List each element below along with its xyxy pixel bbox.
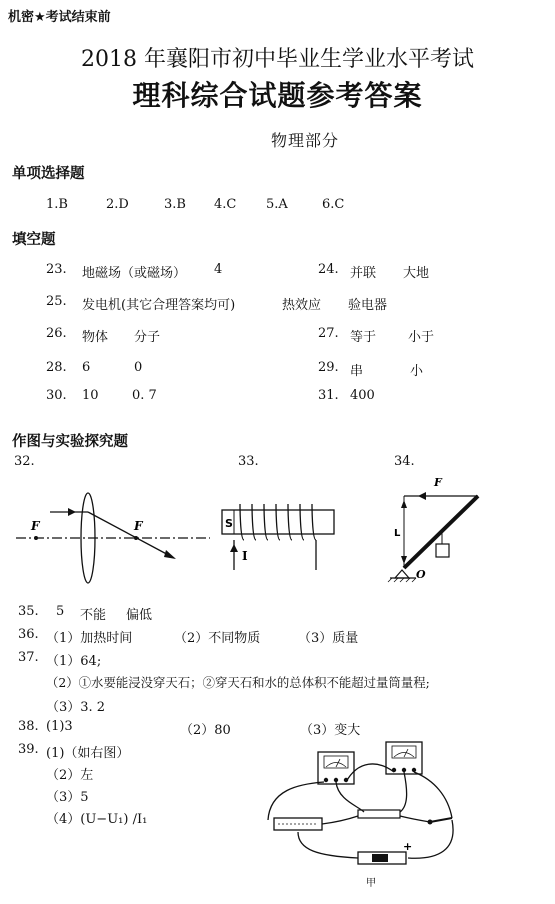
item-number: 26. (46, 326, 67, 341)
item-number: 25. (46, 294, 67, 309)
answer-text: 400 (350, 388, 375, 403)
answer-text: 小 (410, 364, 424, 379)
answer-text: （2）不同物质 (174, 631, 261, 646)
voltmeter-icon (386, 742, 422, 774)
lens-diagram (14, 486, 214, 586)
item-number: 27. (318, 326, 339, 341)
answer-text: （3）5 (46, 790, 89, 805)
lever-arm-label: L (394, 528, 401, 539)
item-number: 38. (18, 719, 39, 734)
force-label: F (434, 476, 442, 489)
answer-text: 验电器 (348, 298, 388, 313)
item-number: 35. (18, 604, 39, 619)
item-number: 37. (18, 650, 39, 665)
title-line-2: 理科综合试题参考答案 (132, 79, 423, 112)
figure-number: 34. (394, 454, 415, 469)
focal-point-label: F (134, 519, 143, 533)
answer-text: 地磁场（或磁场） (82, 266, 187, 281)
title-line-1: 2018 年襄阳市初中毕业生学业水平考试 (81, 47, 474, 72)
answer-text: 4 (214, 262, 223, 277)
confidential-header: 机密★考试结束前 (8, 10, 111, 25)
choice-answer: 5.A (266, 197, 288, 212)
answer-text: 物体 (82, 330, 109, 345)
current-label: I (242, 549, 248, 563)
answer-text: （2）左 (46, 768, 94, 783)
circuit-caption: 甲 (366, 878, 376, 889)
choice-answer: 4.C (214, 197, 237, 212)
fulcrum-label: O (416, 568, 426, 581)
answer-text: 串 (350, 364, 364, 379)
answer-text: 小于 (408, 330, 435, 345)
circuit-diagram (258, 740, 468, 890)
answer-text: （2）80 (180, 723, 231, 738)
section-heading-single-choice: 单项选择题 (12, 166, 85, 182)
answer-text: （3）质量 (298, 631, 359, 646)
answer-text: （4）(U−U₁) /I₁ (46, 812, 148, 827)
answer-text: 并联 (350, 266, 377, 281)
answer-text: (1)（如右图） (46, 746, 130, 761)
answer-text: （3）3. 2 (46, 700, 106, 715)
item-number: 30. (46, 388, 67, 403)
figure-number: 33. (238, 454, 259, 469)
figure-number: 32. (14, 454, 35, 469)
choice-answer: 6.C (322, 197, 345, 212)
item-number: 39. (18, 742, 39, 757)
answer-text: 10 (82, 388, 99, 403)
item-number: 24. (318, 262, 339, 277)
choice-answer: 3.B (164, 197, 186, 212)
positive-terminal-label: + (403, 840, 413, 853)
answer-text: 发电机(其它合理答案均可) (82, 298, 236, 313)
answer-text: 分子 (134, 330, 161, 345)
answer-text: 5 (56, 604, 65, 619)
item-number: 31. (318, 388, 339, 403)
answer-text: 等于 (350, 330, 377, 345)
lever-diagram (382, 474, 492, 584)
answer-text: 6 (82, 360, 91, 375)
choice-answer: 1.B (46, 197, 68, 212)
section-heading-fill-blank: 填空题 (12, 232, 56, 248)
item-number: 28. (46, 360, 67, 375)
answer-text: 偏低 (126, 608, 153, 623)
answer-text: （2）①水要能浸没穿天石；②穿天石和水的总体积不能超过量筒量程; (46, 675, 430, 690)
solenoid-diagram (218, 500, 338, 575)
south-pole-label: S (225, 517, 233, 530)
voltmeter-icon (318, 752, 354, 784)
answer-text: （3）变大 (300, 723, 361, 738)
item-number: 23. (46, 262, 67, 277)
item-number: 36. (18, 627, 39, 642)
item-number: 29. (318, 360, 339, 375)
focal-point-label: F (31, 519, 40, 533)
answer-text: 0 (134, 360, 143, 375)
subtitle: 物理部分 (271, 131, 340, 150)
answer-text: （1）加热时间 (46, 631, 133, 646)
answer-text: （1）64; (46, 654, 102, 669)
choice-answer: 2.D (106, 197, 129, 212)
answer-text: 不能 (80, 608, 107, 623)
answer-text: (1)3 (46, 719, 73, 734)
section-heading-drawing: 作图与实验探究题 (12, 434, 128, 450)
answer-text: 大地 (403, 266, 430, 281)
answer-text: 热效应 (282, 298, 322, 313)
answer-text: 0. 7 (132, 388, 157, 403)
